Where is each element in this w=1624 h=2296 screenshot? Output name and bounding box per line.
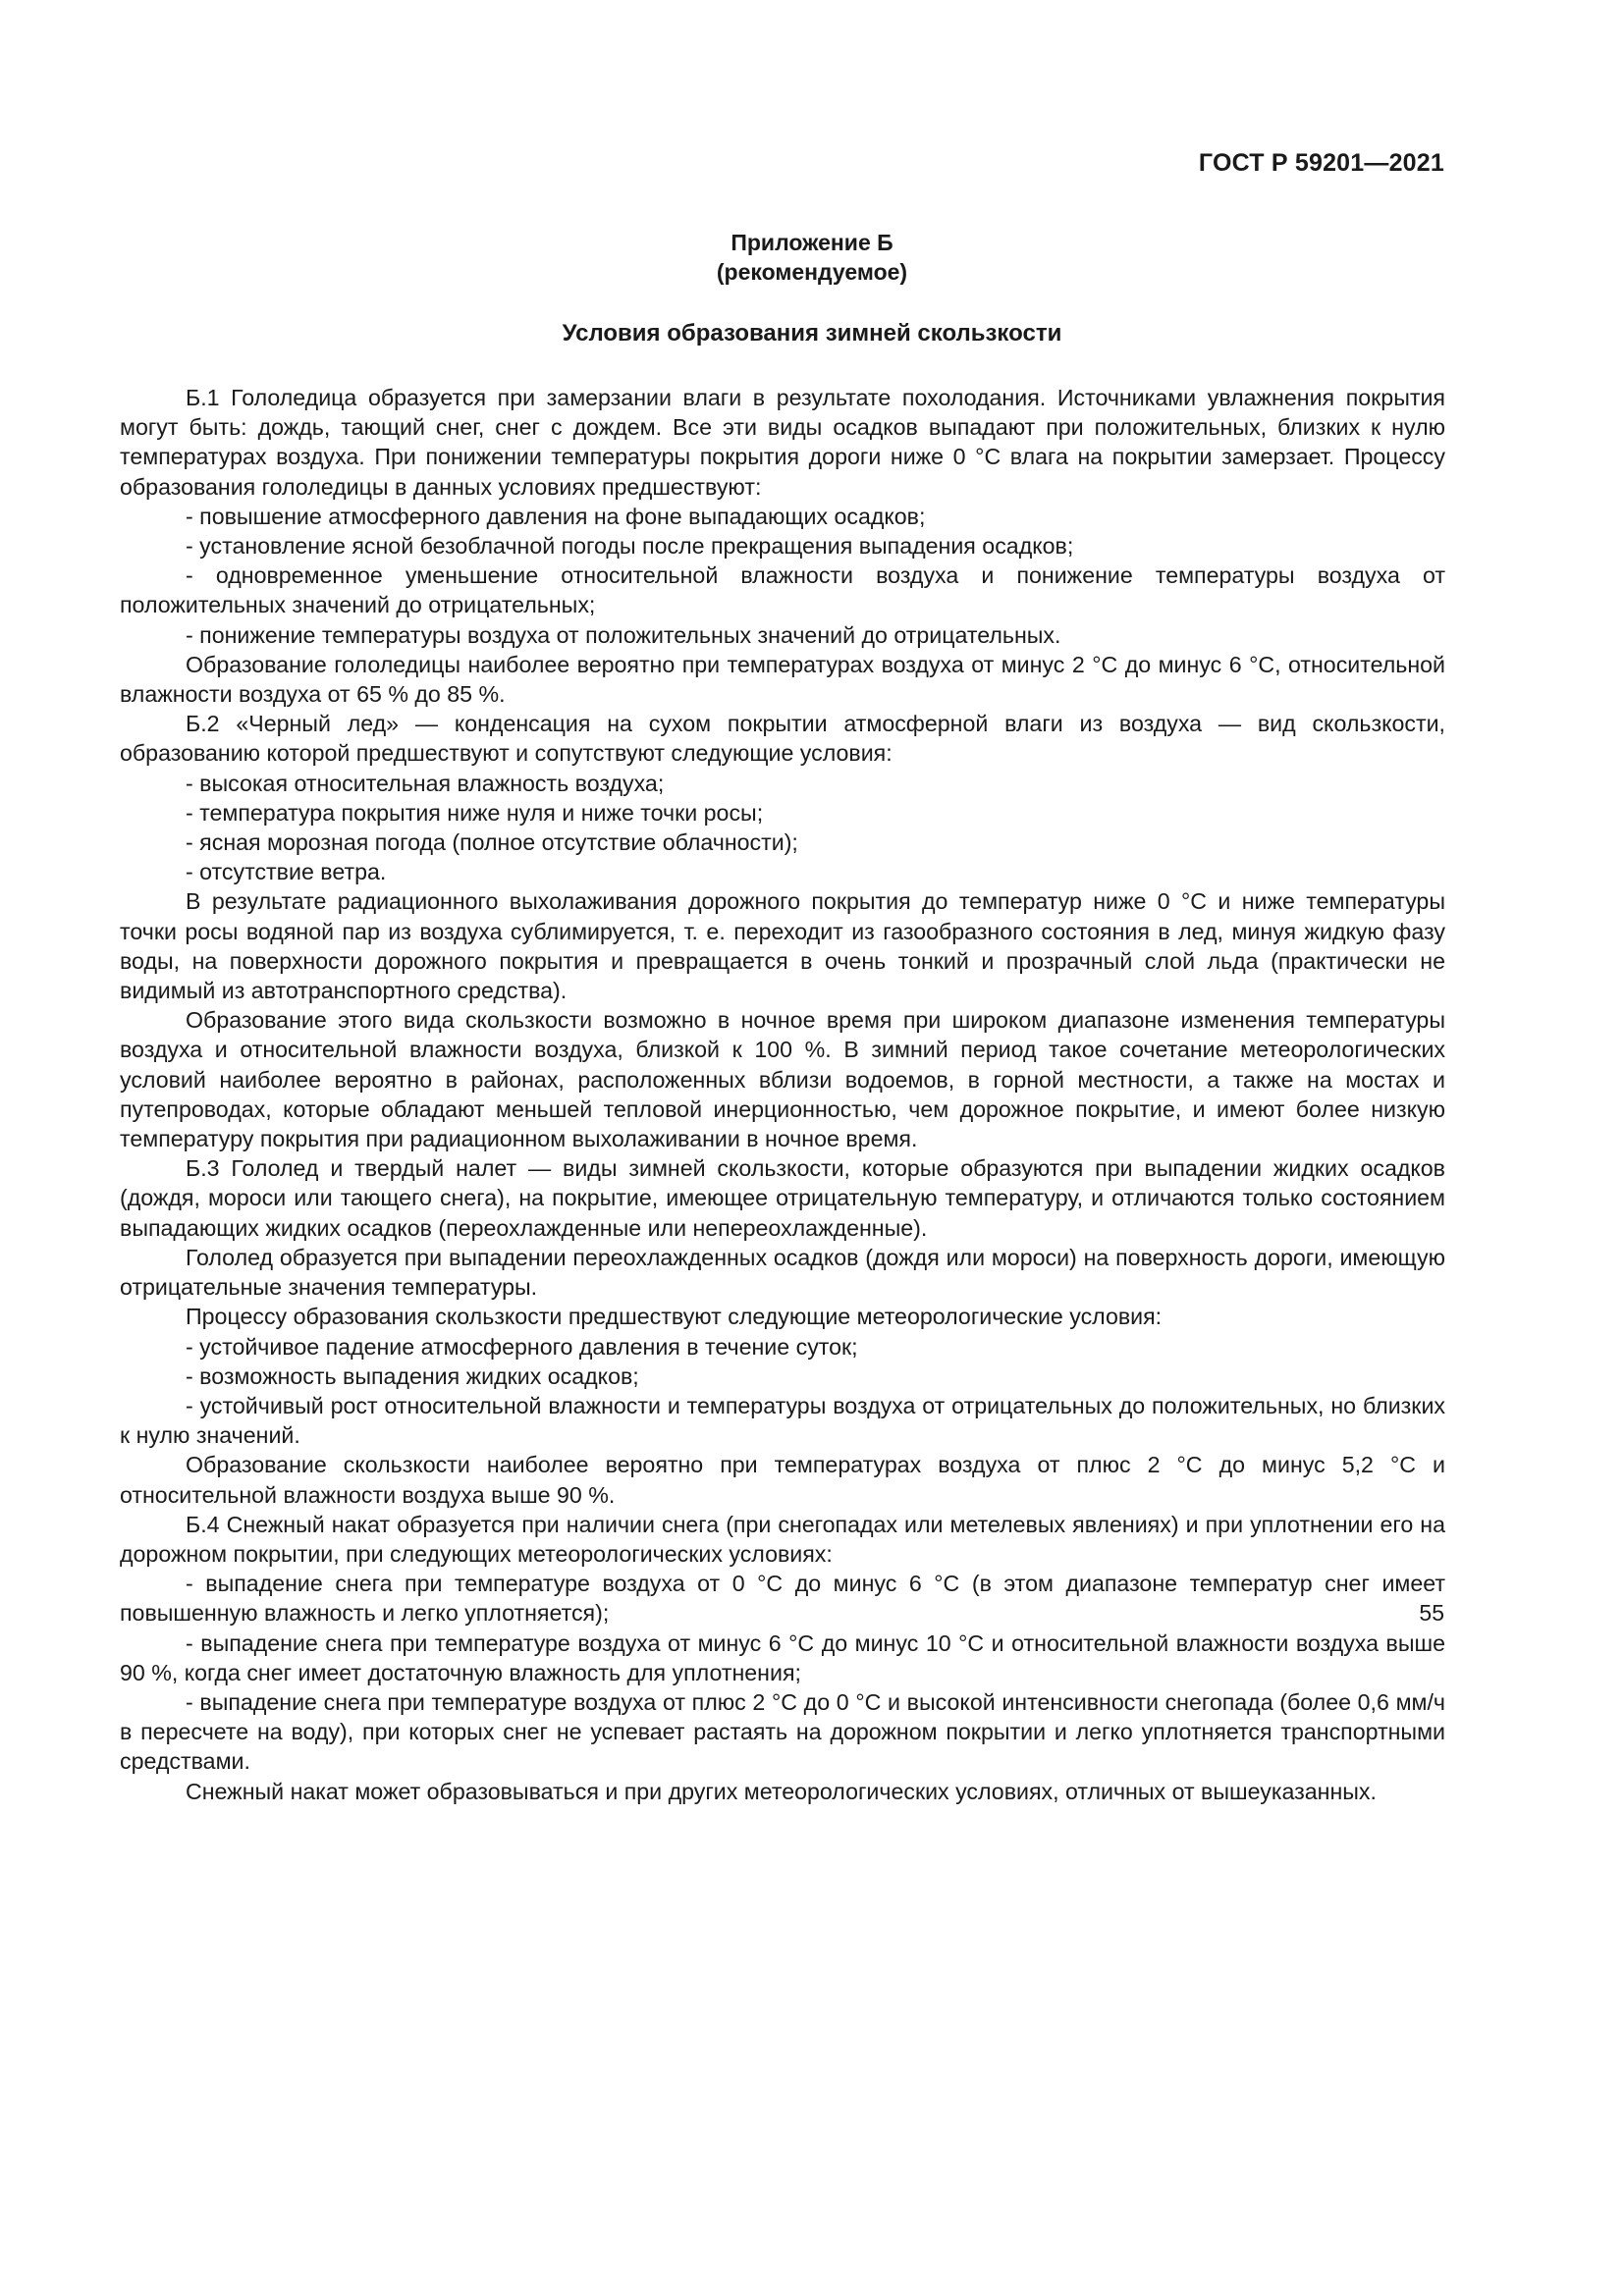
paragraph: В результате радиационного выхолаживания дорожного покрытия до температур ниже 0 °С и ниже температуры точки росы водяной пар из воздуха сублимируется, т. е. переходит из газообразного состояния в лед, минуя жидкую фазу воды, на поверхности дорожного покрытия и превращается в очень тонкий и прозрачный слой льда (практически не видимый из автотранспортного средства). xyxy=(120,888,1445,1004)
section-heading: Условия образования зимней скользкости xyxy=(562,320,1062,347)
list-item: - выпадение снега при температуре воздуха от минус 6 °С до минус 10 °С и относительной влажности воздуха выше 90 %, когда снег имеет достаточную влажность для уплотнения; xyxy=(120,1629,1445,1685)
page-number: 55 xyxy=(1419,1600,1444,1626)
list-item: - повышение атмосферного давления на фоне выпадающих осадков; xyxy=(186,503,926,529)
appendix-header xyxy=(0,228,1624,287)
paragraph-b2: Б.2 «Черный лед» — конденсация на сухом покрытии атмосферной влаги из воздуха — вид скользкости, образованию которой предшествуют и сопутствуют следующие условия: xyxy=(120,711,1445,767)
list-item: - высокая относительная влажность воздуха; xyxy=(186,770,665,796)
body-text xyxy=(120,383,1445,1806)
list-item: - ясная морозная погода (полное отсутствие облачности); xyxy=(186,829,798,856)
list-item: - понижение температуры воздуха от положительных значений до отрицательных. xyxy=(186,621,1061,648)
list-item: - температура покрытия ниже нуля и ниже точки росы; xyxy=(186,799,764,826)
paragraph: Снежный накат может образовываться и при других метеорологических условиях, отличных от вышеуказанных. xyxy=(186,1778,1377,1804)
paragraph: Гололед образуется при выпадении переохлажденных осадков (дождя или мороси) на поверхность дороги, имеющую отрицательные значения температуры. xyxy=(120,1244,1445,1301)
appendix-status: (рекомендуемое) xyxy=(716,259,908,285)
list-item: - устойчивый рост относительной влажности и температуры воздуха от отрицательных до положительных, но близких к нулю значений. xyxy=(120,1392,1445,1449)
paragraph-b1: Б.1 Гололедица образуется при замерзании влаги в результате похолодания. Источниками увлажнения покрытия могут быть: дождь, тающий снег, снег с дождем. Все эти виды осадков выпадают при положительных, близких к нулю температурах воздуха. При понижении температуры покрытия дороги ниже 0 °С влага на покрытии замерзает. Процессу образования гололедицы в данных условиях предшествуют: xyxy=(120,385,1445,500)
list-item: - одновременное уменьшение относительной влажности воздуха и понижение температуры воздуха от положительных значений до отрицательных; xyxy=(120,562,1445,618)
list-item: - выпадение снега при температуре воздуха от плюс 2 °С до 0 °С и высокой интенсивности снегопада (более 0,6 мм/ч в пересчете на воду), при которых снег не успевает растаять на дорожном покрытии и легко уплотняется транспортными средствами. xyxy=(120,1688,1445,1775)
paragraph-b4: Б.4 Снежный накат образуется при наличии снега (при снегопадах или метелевых явлениях) и при уплотнении его на дорожном покрытии, при следующих метеорологических условиях: xyxy=(120,1511,1445,1567)
paragraph: Образование гололедицы наиболее вероятно при температурах воздуха от минус 2 °С до минус 6 °С, относительной влажности воздуха от 65 % до 85 %. xyxy=(120,651,1445,708)
list-item: - отсутствие ветра. xyxy=(186,859,387,885)
list-item: - установление ясной безоблачной погоды после прекращения выпадения осадков; xyxy=(186,533,1074,560)
appendix-title: Приложение Б xyxy=(731,230,893,255)
list-item: - возможность выпадения жидких осадков; xyxy=(186,1362,639,1389)
standard-number: ГОСТ Р 59201—2021 xyxy=(1198,149,1444,177)
paragraph: Образование скользкости наиболее вероятно при температурах воздуха от плюс 2 °С до минус 5,2 °С и относительной влажности воздуха выше 90 %. xyxy=(120,1452,1445,1508)
paragraph: Процессу образования скользкости предшествуют следующие метеорологические условия: xyxy=(186,1304,1163,1330)
paragraph: Образование этого вида скользкости возможно в ночное время при широком диапазоне изменения температуры воздуха и относительной влажности воздуха, близкой к 100 %. В зимний период такое сочетание метеорологических условий наиболее вероятно в районах, расположенных вблизи водоемов, в горной местности, а также на мостах и путепроводах, которые обладают меньшей тепловой инерционностью, чем дорожное покрытие, и имеют более низкую температуру покрытия при радиационном выхолаживании в ночное время. xyxy=(120,1007,1445,1152)
paragraph-b3: Б.3 Гололед и твердый налет — виды зимней скользкости, которые образуются при выпадении жидких осадков (дождя, мороси или тающего снега), на покрытие, имеющее отрицательную температуру, и отличаются только состоянием выпадающих жидких осадков (переохлажденные или непереохлажденные). xyxy=(120,1155,1445,1241)
list-item: - выпадение снега при температуре воздуха от 0 °С до минус 6 °С (в этом диапазоне температур снег имеет повышенную влажность и легко уплотняется); xyxy=(120,1571,1445,1627)
list-item: - устойчивое падение атмосферного давления в течение суток; xyxy=(186,1333,858,1360)
